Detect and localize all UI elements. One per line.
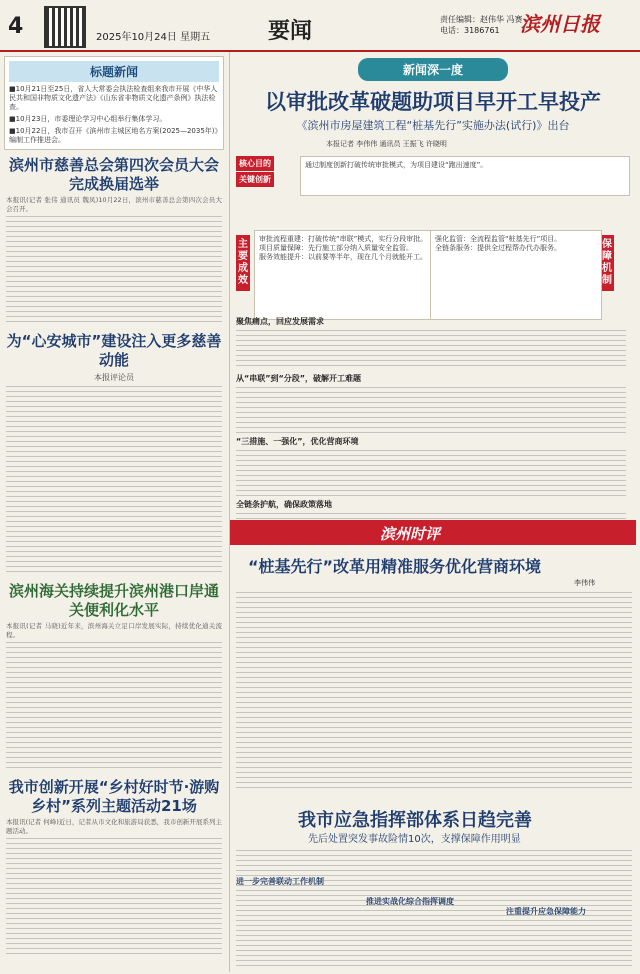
bottom-body-lines [236, 850, 632, 968]
headline-news-item: ■10月22日，我市召开《滨州市主城区地名方案(2025—2035年)》编制工作推进会。 [9, 127, 219, 144]
results-box [254, 230, 434, 320]
key-innovation-tag: 关键创新 [236, 172, 274, 187]
section-body [236, 330, 626, 370]
guarantee-tag: 保障机制 [600, 235, 614, 291]
masthead [0, 0, 640, 52]
headline-news-item: ■10月23日，市委理论学习中心组举行集体学习。 [9, 115, 167, 123]
editorial-body [236, 592, 632, 792]
headline-news-title: 标题新闻 [9, 61, 219, 82]
result-point: 项目质量保障：先行施工部分纳入质量安全监管。 [259, 244, 413, 252]
core-summary-box: 通过制度创新打破传统审批模式，为项目建设“跑出速度”。 [300, 156, 630, 196]
story-lead: 本报讯(记者 张伟 通讯员 魏凤)10月22日，滨州市慈善总会第四次会员大会召开。 [6, 196, 222, 213]
editorial-banner [230, 520, 636, 545]
section-subhead: 从“串联”到“分段”，破解开工难题 [236, 374, 362, 383]
phone-line: 电话：3186761 [440, 26, 500, 35]
bottom-body [236, 850, 632, 968]
guarantee-point: 全链条服务：提供全过程帮办代办服务。 [435, 244, 561, 252]
bottom-section-label: 注重提升应急保障能力 [506, 907, 586, 916]
editor-line: 责任编辑：赵伟华 冯赛 [440, 15, 523, 24]
bottom-subhead: 先后处置突发事故险情10次，支撑保障作用明显 [308, 834, 521, 845]
main-headline: 以审批改革破题助项目早开工早投产 [265, 90, 601, 114]
editor-info [440, 14, 523, 36]
story-body [6, 838, 222, 958]
right-column [230, 52, 636, 149]
story-byline: 本报评论员 [94, 373, 134, 382]
section-body [236, 450, 626, 496]
page-number: 4 [8, 14, 24, 39]
main-byline: 本报记者 李伟伟 通讯员 王振飞 许晓明 [326, 140, 447, 148]
bottom-section-label: 推进实战化综合指挥调度 [366, 897, 454, 906]
story-lead: 本报讯(记者 马晓)近年来，滨州海关立足口岸发展实际，持续优化通关流程。 [6, 622, 222, 639]
result-point: 审批流程重建：打破传统“串联”模式，实行分段审批。 [259, 235, 428, 243]
feature-banner: 新闻深一度 [358, 58, 508, 81]
issue-date: 2025年10月24日 星期五 [96, 32, 211, 43]
story-body [6, 642, 222, 772]
editorial-headline: “桩基先行”改革用精准服务优化营商环境 [248, 557, 542, 576]
core-purpose-tag: 核心目的 [236, 156, 274, 171]
story-headline: 我市创新开展“乡村好时节·游购乡村”系列主题活动21场 [8, 778, 220, 815]
section-title: 要闻 [268, 19, 313, 44]
story-lead: 本报讯(记者 何峰)近日，记者从市文化和旅游局获悉，我市创新开展系列主题活动。 [6, 818, 222, 835]
headline-news-item: ■10月21日至25日，省人大常委会执法检查组来我市开展《中华人民共和国非物质文化遗产法》《山东省非物质文化遗产条例》执法检查。 [9, 85, 218, 111]
editorial-author: 李伟伟 [574, 579, 595, 587]
newspaper-logo: 滨州日报 [520, 12, 600, 36]
section-subhead: 聚焦痛点，回应发展需求 [236, 317, 324, 326]
bottom-headline: 我市应急指挥部体系日趋完善 [298, 810, 532, 831]
story-headline: 滨州海关持续提升滨州港口岸通关便利化水平 [8, 582, 219, 619]
headline-news-box [4, 56, 224, 150]
section-subhead: “三措施、一强化”，优化营商环境 [236, 437, 359, 446]
guarantee-box [430, 230, 602, 320]
main-subhead: 《滨州市房屋建筑工程“桩基先行”实施办法(试行)》出台 [296, 119, 570, 132]
story-body [6, 386, 222, 576]
left-column [0, 52, 228, 961]
column-divider [229, 52, 230, 972]
story-body [6, 216, 222, 326]
story-headline: 为“心安城市”建设注入更多慈善动能 [6, 332, 222, 369]
story-headline: 滨州市慈善总会第四次会员大会完成换届选举 [8, 156, 219, 193]
result-point: 服务效能提升：以前要等半年，现在几个月就能开工。 [259, 253, 427, 261]
bottom-section-label: 进一步完善联动工作机制 [236, 877, 324, 886]
qr-code-icon [44, 6, 86, 48]
feature-body [236, 316, 632, 536]
section-subhead: 全链条护航，确保政策落地 [236, 500, 332, 509]
guarantee-point: 强化监管：全流程监管“桩基先行”项目。 [435, 235, 562, 243]
editorial-banner-text: 滨州时评 [380, 525, 441, 543]
section-body [236, 387, 626, 433]
main-results-tag: 主要成效 [236, 235, 250, 291]
